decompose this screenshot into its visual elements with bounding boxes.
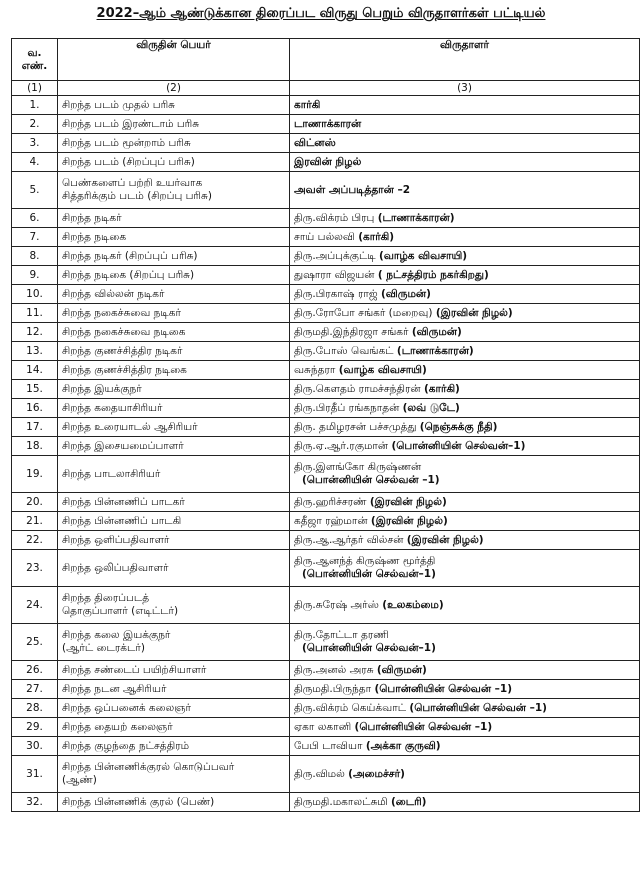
awardee-name: பேபி டாவியா: [294, 739, 363, 752]
awardee-name: சாய் பல்லவி: [294, 230, 355, 243]
award-category: [58, 304, 290, 323]
awardee-name: திருமதி.இந்திரஜா சங்கர்: [294, 325, 409, 338]
award-category-line: சிறந்த குழந்தை நட்சத்திரம்: [62, 739, 190, 752]
awardee: [290, 380, 640, 399]
award-category-line: சிறந்த படம் முதல் பரிசு: [62, 98, 176, 111]
table-row: [12, 380, 640, 399]
award-category-line: சிறந்த நடிகர்: [62, 211, 122, 224]
award-category-line: சிறந்த ஒலிப்பதிவாளர்: [62, 561, 169, 574]
table-row: [12, 793, 640, 812]
awardee: [290, 115, 640, 134]
awardee-name: திரு.விக்ரம் பிரபு: [294, 211, 375, 224]
awardee: [290, 437, 640, 456]
awardee-name: வசுந்தரா: [294, 363, 336, 376]
award-category: [58, 342, 290, 361]
award-category: [58, 756, 290, 793]
table-row: [12, 342, 640, 361]
awardee: [290, 512, 640, 531]
award-category: [58, 228, 290, 247]
awardee: [290, 756, 640, 793]
award-category: [58, 361, 290, 380]
film-title: (பொன்னியின் செல்வன்–1): [391, 439, 526, 452]
award-category: [58, 718, 290, 737]
award-category-line: சிறந்த வில்லன் நடிகர்: [62, 287, 165, 300]
table-row: [12, 228, 640, 247]
serial-number: 30.: [12, 737, 58, 756]
table-row: [12, 399, 640, 418]
table-row: [12, 493, 640, 512]
awardee-name: திரு.போஸ் வெங்கட்: [294, 344, 394, 357]
table-row: [12, 680, 640, 699]
table-row: [12, 96, 640, 115]
film-title: (கார்கி): [423, 382, 460, 395]
award-category: [58, 172, 290, 209]
award-category: [58, 437, 290, 456]
award-category-line: சிறந்த நகைச்சுவை நடிகை: [62, 325, 186, 338]
serial-number: 32.: [12, 793, 58, 812]
table-row: [12, 587, 640, 624]
award-category-line: சிறந்த இயக்குநர்: [62, 382, 142, 395]
awardee: [290, 153, 640, 172]
awardee-name: திரு.சுரேஷ் அர்ஸ்: [294, 598, 379, 611]
award-category-line: சிறந்த கலை இயக்குநர்: [62, 629, 171, 641]
table-row: [12, 437, 640, 456]
award-category: [58, 266, 290, 285]
table-row: [12, 737, 640, 756]
serial-number: 14.: [12, 361, 58, 380]
awardee: [290, 737, 640, 756]
awardee: [290, 266, 640, 285]
awardee-name: திரு.ஹரிச்சரண்: [294, 495, 367, 508]
award-category: [58, 661, 290, 680]
awardee: [290, 661, 640, 680]
film-title: அவள் அப்படித்தான் –2: [294, 183, 411, 196]
awardee: [290, 493, 640, 512]
award-category: [58, 512, 290, 531]
award-category: [58, 531, 290, 550]
award-category: [58, 587, 290, 624]
column-index: (2): [58, 81, 290, 96]
column-index-row: [12, 81, 640, 96]
award-category-line: சிறந்த இசையமைப்பாளர்: [62, 439, 184, 452]
serial-number: 1.: [12, 96, 58, 115]
film-title: (பொன்னியின் செல்வன் –1): [374, 682, 513, 695]
film-title: (விருமன்): [411, 325, 462, 338]
film-title: (கார்கி): [358, 230, 395, 243]
table-row: [12, 209, 640, 228]
serial-number: 31.: [12, 756, 58, 793]
awardee: [290, 134, 640, 153]
awardee: [290, 699, 640, 718]
table-row: [12, 756, 640, 793]
serial-number: 18.: [12, 437, 58, 456]
awardee: [290, 399, 640, 418]
award-category: [58, 456, 290, 493]
awardee: [290, 209, 640, 228]
awardee: [290, 624, 640, 661]
award-category-line: சிறந்த தையற் கலைஞர்: [62, 720, 173, 733]
awardee-name: கதீஜா ரஹ்மான்: [294, 514, 368, 527]
award-category: [58, 323, 290, 342]
award-category-line: சிறந்த படம் இரண்டாம் பரிசு: [62, 117, 200, 130]
serial-number: 3.: [12, 134, 58, 153]
film-title: (பொன்னியின் செல்வன்–1): [302, 642, 436, 654]
award-category: [58, 699, 290, 718]
awardee: [290, 418, 640, 437]
film-title: (டாணாக்காரன்): [377, 211, 455, 224]
award-category-line: சிறந்த பின்னணிப் பாடகி: [62, 514, 182, 527]
header-award-name: விருதின் பெயர்: [58, 39, 290, 81]
table-row: [12, 550, 640, 587]
awardee-name: திரு.அனல் அரசு: [294, 663, 374, 676]
serial-number: 21.: [12, 512, 58, 531]
table-row: [12, 323, 640, 342]
table-row: [12, 456, 640, 493]
serial-number: 27.: [12, 680, 58, 699]
film-title: (உலகம்மை): [382, 598, 444, 611]
award-category-line: சிறந்த நடிகை (சிறப்பு பரிசு): [62, 268, 195, 281]
film-title: (இரவின் நிழல்): [406, 533, 484, 546]
serial-number: 7.: [12, 228, 58, 247]
awardee: [290, 285, 640, 304]
awards-table: [11, 38, 640, 812]
table-row: [12, 134, 640, 153]
awardee: [290, 361, 640, 380]
table-row: [12, 172, 640, 209]
awardee-name: திரு.அப்புக்குட்டி: [294, 249, 376, 262]
award-category-line: சிறந்த உரையாடல் ஆசிரியர்: [62, 420, 198, 433]
awardee: [290, 342, 640, 361]
header-row: [12, 39, 640, 81]
award-category-line: சிறந்த குணச்சித்திர நடிகை: [62, 363, 187, 376]
awardee: [290, 304, 640, 323]
serial-number: 29.: [12, 718, 58, 737]
award-category-line: சிறந்த நடிகர் (சிறப்புப் பரிசு): [62, 249, 198, 262]
film-title: (இரவின் நிழல்): [369, 495, 447, 508]
awardee: [290, 718, 640, 737]
film-title: (விருமன்): [380, 287, 431, 300]
serial-number: 22.: [12, 531, 58, 550]
film-title: (பொன்னியின் செல்வன் –1): [354, 720, 493, 733]
award-category-line: சிறந்த திரைப்படத்: [62, 592, 150, 604]
award-category-line: தொகுப்பாளர் (எடிட்டர்): [62, 605, 179, 617]
table-row: [12, 531, 640, 550]
award-category: [58, 209, 290, 228]
award-category: [58, 115, 290, 134]
awardee-name: திரு.இளங்கோ கிருஷ்ணன்: [294, 461, 422, 473]
table-row: [12, 115, 640, 134]
awardee-name: துஷாரா விஜயன்: [294, 268, 375, 281]
award-category: [58, 550, 290, 587]
table-row: [12, 153, 640, 172]
table-row: [12, 285, 640, 304]
serial-number: 12.: [12, 323, 58, 342]
table-row: [12, 699, 640, 718]
award-category-line: சிறந்த சண்டைப் பயிற்சியாளர்: [62, 663, 207, 676]
table-row: [12, 718, 640, 737]
award-category-line: சிறந்த பாடலாசிரியர்: [62, 467, 161, 480]
table-row: [12, 418, 640, 437]
serial-number: 25.: [12, 624, 58, 661]
award-category: [58, 134, 290, 153]
award-category: [58, 737, 290, 756]
serial-number: 23.: [12, 550, 58, 587]
award-category: [58, 153, 290, 172]
awardee: [290, 793, 640, 812]
film-title: ( நட்சத்திரம் நகர்கிறது): [377, 268, 489, 281]
award-category-line: சிறந்த நடன ஆசிரியர்: [62, 682, 167, 695]
header-serial-number: வ. எண்.: [12, 39, 58, 81]
award-category: [58, 624, 290, 661]
award-category-line: சிறந்த குணச்சித்திர நடிகர்: [62, 344, 183, 357]
column-index: (3): [290, 81, 640, 96]
award-category-line: சித்தரிக்கும் படம் (சிறப்பு பரிசு): [62, 190, 212, 202]
awardee: [290, 323, 640, 342]
film-title: (பொன்னியின் செல்வன் –1): [302, 474, 440, 486]
serial-number: 6.: [12, 209, 58, 228]
film-title: (லவ் டுடே): [402, 401, 460, 414]
film-title: (நெஞ்சுக்கு நீதி): [419, 420, 498, 433]
table-row: [12, 304, 640, 323]
film-title: (அமைச்சர்): [348, 767, 405, 780]
serial-number: 19.: [12, 456, 58, 493]
award-category-line: சிறந்த கதையாசிரியர்: [62, 401, 163, 414]
serial-number: 8.: [12, 247, 58, 266]
film-title: (வாழ்க விவசாயி): [338, 363, 427, 376]
award-category: [58, 793, 290, 812]
film-title: கார்கி: [294, 98, 321, 111]
awardee-name: திரு.ஆ.ஆர்தர் வில்சன்: [294, 533, 404, 546]
award-category: [58, 680, 290, 699]
award-category-line: சிறந்த பின்னணிக்குரல் கொடுப்பவர்: [62, 761, 235, 773]
film-title: (பொன்னியின் செல்வன் –1): [409, 701, 547, 714]
award-category: [58, 418, 290, 437]
award-category-line: (ஆர்ட் டைரக்டர்): [62, 642, 145, 654]
awardee-name: திருமதி.மகாலட்சுமி: [294, 795, 388, 808]
serial-number: 15.: [12, 380, 58, 399]
column-index: (1): [12, 81, 58, 96]
awardee: [290, 531, 640, 550]
awardee: [290, 247, 640, 266]
award-category-line: பெண்களைப் பற்றி உயர்வாக: [62, 177, 203, 189]
awardee-name: திரு.ஆனந்த் கிருஷ்ண மூர்த்தி: [294, 555, 436, 567]
table-row: [12, 624, 640, 661]
serial-number: 10.: [12, 285, 58, 304]
serial-number: 2.: [12, 115, 58, 134]
serial-number: 26.: [12, 661, 58, 680]
film-title: (வாழ்க விவசாயி): [379, 249, 468, 262]
serial-number: 20.: [12, 493, 58, 512]
film-title: இரவின் நிழல்: [294, 155, 362, 168]
awardee-name: திரு.ஏ.ஆர்.ரகுமான்: [294, 439, 389, 452]
awardee: [290, 587, 640, 624]
serial-number: 16.: [12, 399, 58, 418]
awardee: [290, 550, 640, 587]
award-category-line: சிறந்த நகைச்சுவை நடிகர்: [62, 306, 181, 319]
award-category-line: சிறந்த ஒப்பனைக் கலைஞர்: [62, 701, 192, 714]
page-title: 2022–ஆம் ஆண்டுக்கான திரைப்பட விருது பெறும் விருதாளர்கள் பட்டியல்: [96, 6, 546, 21]
award-category-line: சிறந்த பின்னணிப் பாடகர்: [62, 495, 185, 508]
award-category-line: சிறந்த படம் மூன்றாம் பரிசு: [62, 136, 191, 149]
awardee-name: திருமதி.பிருந்தா: [294, 682, 372, 695]
table-row: [12, 266, 640, 285]
award-category: [58, 380, 290, 399]
serial-number: 9.: [12, 266, 58, 285]
awardee: [290, 172, 640, 209]
award-category-line: (ஆண்): [62, 774, 97, 786]
table-row: [12, 247, 640, 266]
awardee-name: திரு.கௌதம் ராமச்சந்திரன்: [294, 382, 421, 395]
awardee: [290, 96, 640, 115]
serial-number: 17.: [12, 418, 58, 437]
awardee-name: திரு.விக்ரம் கெய்க்வாட்: [294, 701, 407, 714]
serial-number: 13.: [12, 342, 58, 361]
awardee-name: திரு.விமல்: [294, 767, 345, 780]
awardee-name: திரு.தோட்டா தரணி: [294, 629, 389, 641]
film-title: (இரவின் நிழல்): [435, 306, 513, 319]
awardee: [290, 228, 640, 247]
film-title: (டாணாக்காரன்): [396, 344, 474, 357]
film-title: (பொன்னியின் செல்வன்–1): [302, 568, 436, 580]
award-category-line: சிறந்த நடிகை: [62, 230, 127, 243]
film-title: (இரவின் நிழல்): [370, 514, 448, 527]
serial-number: 4.: [12, 153, 58, 172]
table-row: [12, 512, 640, 531]
serial-number: 28.: [12, 699, 58, 718]
awardee-name: திரு.பிரதீப் ரங்கநாதன்: [294, 401, 400, 414]
awardee-name: திரு. தமிழரசன் பச்சமுத்து: [294, 420, 417, 433]
awardee-name: திரு.பிரகாஷ் ராஜ்: [294, 287, 378, 300]
table-row: [12, 661, 640, 680]
award-category-line: சிறந்த படம் (சிறப்புப் பரிசு): [62, 155, 195, 168]
award-category: [58, 285, 290, 304]
header-awardee: விருதாளர்: [290, 39, 640, 81]
award-category-line: சிறந்த பின்னணிக் குரல் (பெண்): [62, 795, 215, 808]
film-title: விட்னஸ்: [294, 136, 336, 149]
serial-number: 24.: [12, 587, 58, 624]
serial-number: 11.: [12, 304, 58, 323]
award-category: [58, 493, 290, 512]
award-category: [58, 247, 290, 266]
awardee: [290, 456, 640, 493]
award-category: [58, 399, 290, 418]
film-title: (விருமன்): [376, 663, 427, 676]
table-row: [12, 361, 640, 380]
film-title: (டைரி): [390, 795, 427, 808]
film-title: டாணாக்காரன்: [294, 117, 362, 130]
serial-number: 5.: [12, 172, 58, 209]
awardee-name: திரு.ரோபோ சங்கர் (மறைவு): [294, 306, 433, 319]
award-category: [58, 96, 290, 115]
film-title: (அக்கா குருவி): [365, 739, 441, 752]
awardee-name: ஏகா லகானி: [294, 720, 352, 733]
award-category-line: சிறந்த ஒளிப்பதிவாளர்: [62, 533, 170, 546]
awardee: [290, 680, 640, 699]
